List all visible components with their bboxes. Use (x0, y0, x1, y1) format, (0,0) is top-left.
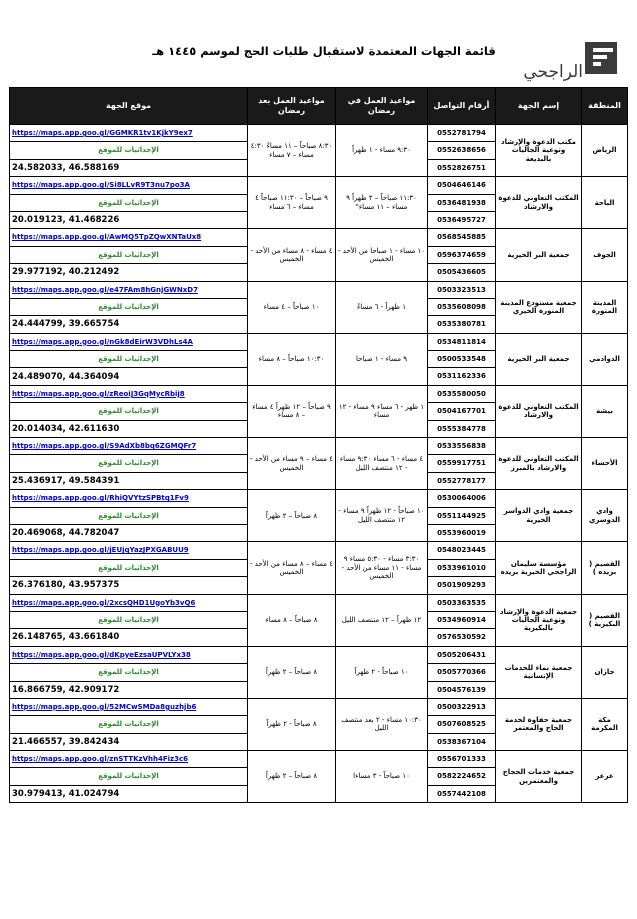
hours-after-ramadan-cell: ٨ صباحاً – ٢ ظهراً (248, 751, 336, 803)
hours-ramadan-cell: ٩:٣٠ مساء - ١ ظهراً (336, 125, 428, 177)
table-row (10, 698, 628, 715)
entity-name-cell: مكتب الدعوة والإرشاد وتوعية الجاليات بالبديعة (496, 125, 582, 177)
coordinates-label: الإحداثيات للموقع (10, 716, 248, 733)
hours-ramadan-cell: ٣:٣٠ مساء - ٥:٣٠ مساء ٩ مساء - ١١ مساء من الأحد - الخميس (336, 542, 428, 594)
hours-ramadan-cell: ٤ مساء - ٦ مساء ٩:٣٠ مساء - ١٢ منتصف الليل (336, 438, 428, 490)
hours-after-ramadan-cell: ٤ مساء – ٨ مساء من الأحد - الخميس (248, 542, 336, 594)
hours-after-ramadan-cell: ٨:٣٠ صباحاً – ١١ مساءً ٤:٣٠ مساء – ٧ مساء (248, 125, 336, 177)
phone-number[interactable]: 0533556838 (428, 438, 496, 455)
region-cell: الجوف (582, 229, 628, 281)
region-cell: القصيم ( البكيرية ) (582, 594, 628, 646)
map-link[interactable]: https://maps.app.goo.gl/jEUjqYazJPXGABUU9 (10, 542, 248, 559)
phone-number[interactable]: 0551144925 (428, 507, 496, 524)
phone-number[interactable]: 0501909293 (428, 577, 496, 594)
column-header-hours-ramadan: مواعيد العمل في رمضان (336, 88, 428, 125)
alrajhi-logo-text: الراجحي (523, 62, 583, 82)
entity-name-cell: المكتب التعاوني للدعوة والارشاد (496, 385, 582, 437)
hours-ramadan-cell: ١٠ صباحاً - ٢ ظهراً (336, 646, 428, 698)
phone-number[interactable]: 0568545885 (428, 229, 496, 246)
phone-number[interactable]: 0504167701 (428, 403, 496, 420)
coordinates-value: 29.977192, 40.212492 (10, 264, 248, 281)
entity-name-cell: جمعية البر الخيرية (496, 333, 582, 385)
phone-number[interactable]: 0555384778 (428, 420, 496, 437)
hours-after-ramadan-cell: ٨ صباحاً - ٢ ظهراً (248, 698, 336, 750)
phone-number[interactable]: 0596374659 (428, 246, 496, 263)
entity-name-cell: جمعية الدعوة والإرشاد وتوعية الجاليات بالبكيرية (496, 594, 582, 646)
coordinates-label: الإحداثيات للموقع (10, 142, 248, 159)
column-header-location: موقع الجهة (10, 88, 248, 125)
coordinates-value: 20.014034, 42.611630 (10, 420, 248, 437)
coordinates-value: 24.489070, 44.364094 (10, 368, 248, 385)
table-row (10, 646, 628, 663)
phone-number[interactable]: 0534960914 (428, 611, 496, 628)
phone-number[interactable]: 0507608525 (428, 716, 496, 733)
phone-number[interactable]: 0500322913 (428, 698, 496, 715)
region-cell: القصيم ( بريده ) (582, 542, 628, 594)
hours-after-ramadan-cell: ١٠ صباحاً – ٤ مساء (248, 281, 336, 333)
phone-number[interactable]: 0531162336 (428, 368, 496, 385)
column-header-entity: إسم الجهة (496, 88, 582, 125)
coordinates-label: الإحداثيات للموقع (10, 194, 248, 211)
table-row (10, 229, 628, 246)
phone-number[interactable]: 0504576139 (428, 681, 496, 698)
table-row (10, 542, 628, 559)
region-cell: جازان (582, 646, 628, 698)
hours-after-ramadan-cell: ٤ مساء - ٨ مساء من الأحد - الخميس (248, 229, 336, 281)
map-link[interactable]: https://maps.app.goo.gl/AwMQ5TpZQwXNTaUx8 (10, 229, 248, 246)
table-row (10, 594, 628, 611)
hours-after-ramadan-cell: ٨ صباحاً – ٨ مساء (248, 594, 336, 646)
table-row (10, 177, 628, 194)
hours-ramadan-cell: ١٠ مساء - ١ صباحا من الأحد - الخميس (336, 229, 428, 281)
phone-number[interactable]: 0534811814 (428, 333, 496, 350)
map-link[interactable]: https://maps.app.goo.gl/e47FAm8hGnjGWNxD7 (10, 281, 248, 298)
region-cell: الرياض (582, 125, 628, 177)
phone-number[interactable]: 0536495727 (428, 211, 496, 228)
table-row (10, 751, 628, 768)
alrajhi-logo-mark-icon (585, 42, 617, 74)
hours-after-ramadan-cell: ١٠:٣٠ صباحاً – ٨ مساء (248, 333, 336, 385)
hours-after-ramadan-cell: ٩ صباحاً – ١٢ ظهراً ٤ مساء – ٨ مساء (248, 385, 336, 437)
coordinates-label: الإحداثيات للموقع (10, 559, 248, 576)
table-row (10, 281, 628, 298)
region-cell: وادي الدوسري (582, 490, 628, 542)
phone-number[interactable]: 0576530592 (428, 629, 496, 646)
coordinates-value: 24.444799, 39.665754 (10, 316, 248, 333)
entity-name-cell: جمعية مستودع المدينة المنورة الخيري (496, 281, 582, 333)
region-cell: عرعر (582, 751, 628, 803)
coordinates-value: 24.582033, 46.588169 (10, 159, 248, 176)
entity-name-cell: جمعية البر الخيرية (496, 229, 582, 281)
phone-number[interactable]: 0552778177 (428, 472, 496, 489)
phone-number[interactable]: 0552638656 (428, 142, 496, 159)
table-row (10, 125, 628, 142)
entity-name-cell: جمعية نماء للخدمات الإنسانية (496, 646, 582, 698)
phone-number[interactable]: 0536481938 (428, 194, 496, 211)
table-body (10, 125, 628, 803)
entity-name-cell: جمعية حفاوة لخدمة الحاج والمعتمر (496, 698, 582, 750)
coordinates-label: الإحداثيات للموقع (10, 298, 248, 315)
coordinates-label: الإحداثيات للموقع (10, 768, 248, 785)
coordinates-value: 30.979413, 41.024794 (10, 785, 248, 802)
phone-number[interactable]: 0557442108 (428, 785, 496, 802)
column-header-region: المنطقة (582, 88, 628, 125)
table-row (10, 333, 628, 350)
region-cell: المدينة المنورة (582, 281, 628, 333)
phone-number[interactable]: 0582224652 (428, 768, 496, 785)
hours-ramadan-cell: ١ ظهراً - ٦ مساءً (336, 281, 428, 333)
coordinates-label: الإحداثيات للموقع (10, 455, 248, 472)
region-cell: الباحة (582, 177, 628, 229)
region-cell: الأحساء (582, 438, 628, 490)
phone-number[interactable]: 0535380781 (428, 316, 496, 333)
phone-number[interactable]: 0503363535 (428, 594, 496, 611)
coordinates-value: 21.466557, 39.842434 (10, 733, 248, 750)
table-header-row (10, 88, 628, 125)
coordinates-label: الإحداثيات للموقع (10, 403, 248, 420)
entity-name-cell: جمعية وادي الدواسر الخيرية (496, 490, 582, 542)
phone-number[interactable]: 0500533548 (428, 351, 496, 368)
hours-ramadan-cell: ١٠ صباحاً - ٣ مساءا (336, 751, 428, 803)
phone-number[interactable]: 0559917751 (428, 455, 496, 472)
hours-ramadan-cell: ١ ظهر - ٦ مساء ٩ مساء - ١٢ مساء (336, 385, 428, 437)
coordinates-value: 26.148765, 43.661840 (10, 629, 248, 646)
hours-ramadan-cell: ١٢ ظهراً – ١٢ منتصف الليل (336, 594, 428, 646)
entity-name-cell: جمعية خدمات الحجاج والمعتمرين (496, 751, 582, 803)
phone-number[interactable]: 0552781794 (428, 125, 496, 142)
map-link[interactable]: https://maps.app.goo.gl/Si8LLvR9T3nu7po3A (10, 177, 248, 194)
phone-number[interactable]: 0533961010 (428, 559, 496, 576)
table-row (10, 438, 628, 455)
hours-after-ramadan-cell: ٨ صباحاً – ٢ ظهراً (248, 646, 336, 698)
entity-name-cell: مؤسسة سليمان الراجحي الخيرية بريده (496, 542, 582, 594)
phone-number[interactable]: 0535608098 (428, 298, 496, 315)
map-link[interactable]: https://maps.app.goo.gl/zReoiJ3GqMycRbij8 (10, 385, 248, 402)
coordinates-value: 20.469068, 44.782047 (10, 524, 248, 541)
column-header-hours-after: مواعيد العمل بعد رمضان (248, 88, 336, 125)
coordinates-value: 25.436917, 49.584391 (10, 472, 248, 489)
phone-number[interactable]: 0553960019 (428, 524, 496, 541)
column-header-phones: أرقام التواصل (428, 88, 496, 125)
hours-ramadan-cell: ١٠:٣٠ مساء - ٢ بعد منتصف الليل (336, 698, 428, 750)
entity-name-cell: المكتب التعاوني للدعوة والارشاد بالمبرز (496, 438, 582, 490)
coordinates-label: الإحداثيات للموقع (10, 507, 248, 524)
coordinates-label: الإحداثيات للموقع (10, 611, 248, 628)
entities-table (9, 87, 628, 803)
table-row (10, 490, 628, 507)
hours-ramadan-cell: ١١:٣٠ صباحاً – ٢ ظهراً ٩ مساء – ١١ مساء" (336, 177, 428, 229)
phone-number[interactable]: 0505770366 (428, 664, 496, 681)
alrajhi-logo (505, 42, 617, 82)
map-link[interactable]: https://maps.app.goo.gl/52MCwSMDa8guzhjb6 (10, 698, 248, 715)
map-link[interactable]: https://maps.app.goo.gl/dKpyeEzsaUPVLYx38 (10, 646, 248, 663)
map-link[interactable]: https://maps.app.goo.gl/GGMKR1tv1KjkY9ex7 (10, 125, 248, 142)
hours-after-ramadan-cell: ٤ مساء – ٩ مساء من الأحد - الخميس (248, 438, 336, 490)
phone-number[interactable]: 0530064006 (428, 490, 496, 507)
region-cell: الدوادمي (582, 333, 628, 385)
phone-number[interactable]: 0535580050 (428, 385, 496, 402)
map-link[interactable]: https://maps.app.goo.gl/RhiQVYtzSPBtq1Fv9 (10, 490, 248, 507)
phone-number[interactable]: 0505206431 (428, 646, 496, 663)
hours-after-ramadan-cell: ٩ صباحاً – ١١:٣٠ صباحاً ٤ مساء – ٦ مساء (248, 177, 336, 229)
coordinates-value: 20.019123, 41.468226 (10, 211, 248, 228)
phone-number[interactable]: 0556701333 (428, 751, 496, 768)
map-link[interactable]: https://maps.app.goo.gl/znSTTKzVhh4Fiz3c6 (10, 751, 248, 768)
entity-name-cell: المكتب التعاوني للدعوة والارشاد (496, 177, 582, 229)
hours-ramadan-cell: ١٠ صباحاً - ١٢ ظهراً ٩ مساء - ١٢ منتصف الليل (336, 490, 428, 542)
coordinates-value: 16.866759, 42.909172 (10, 681, 248, 698)
phone-number[interactable]: 0505436605 (428, 264, 496, 281)
phone-number[interactable]: 0504646146 (428, 177, 496, 194)
coordinates-label: الإحداثيات للموقع (10, 351, 248, 368)
hours-ramadan-cell: ٩ مساء - ١ صباحا (336, 333, 428, 385)
region-cell: مكة المكرمة (582, 698, 628, 750)
map-link[interactable]: https://maps.app.goo.gl/S9AdXb8bq6ZGMQFr7 (10, 438, 248, 455)
coordinates-label: الإحداثيات للموقع (10, 664, 248, 681)
map-link[interactable]: https://maps.app.goo.gl/2xcsQHD1UgoYb3vQ6 (10, 594, 248, 611)
map-link[interactable]: https://maps.app.goo.gl/nGk8dEirW3VDhLs4A (10, 333, 248, 350)
page-title: قائمة الجهات المعتمدة لاستقبال طلبات الحج لموسم ١٤٤٥ هـ (152, 44, 496, 58)
region-cell: بيشة (582, 385, 628, 437)
coordinates-label: الإحداثيات للموقع (10, 246, 248, 263)
phone-number[interactable]: 0552826751 (428, 159, 496, 176)
table-row (10, 385, 628, 402)
phone-number[interactable]: 0538367104 (428, 733, 496, 750)
phone-number[interactable]: 0503323513 (428, 281, 496, 298)
coordinates-value: 26.376180, 43.957375 (10, 577, 248, 594)
hours-after-ramadan-cell: ٨ صباحاً – ٢ ظهراً (248, 490, 336, 542)
phone-number[interactable]: 0548023445 (428, 542, 496, 559)
page-header (0, 30, 637, 85)
